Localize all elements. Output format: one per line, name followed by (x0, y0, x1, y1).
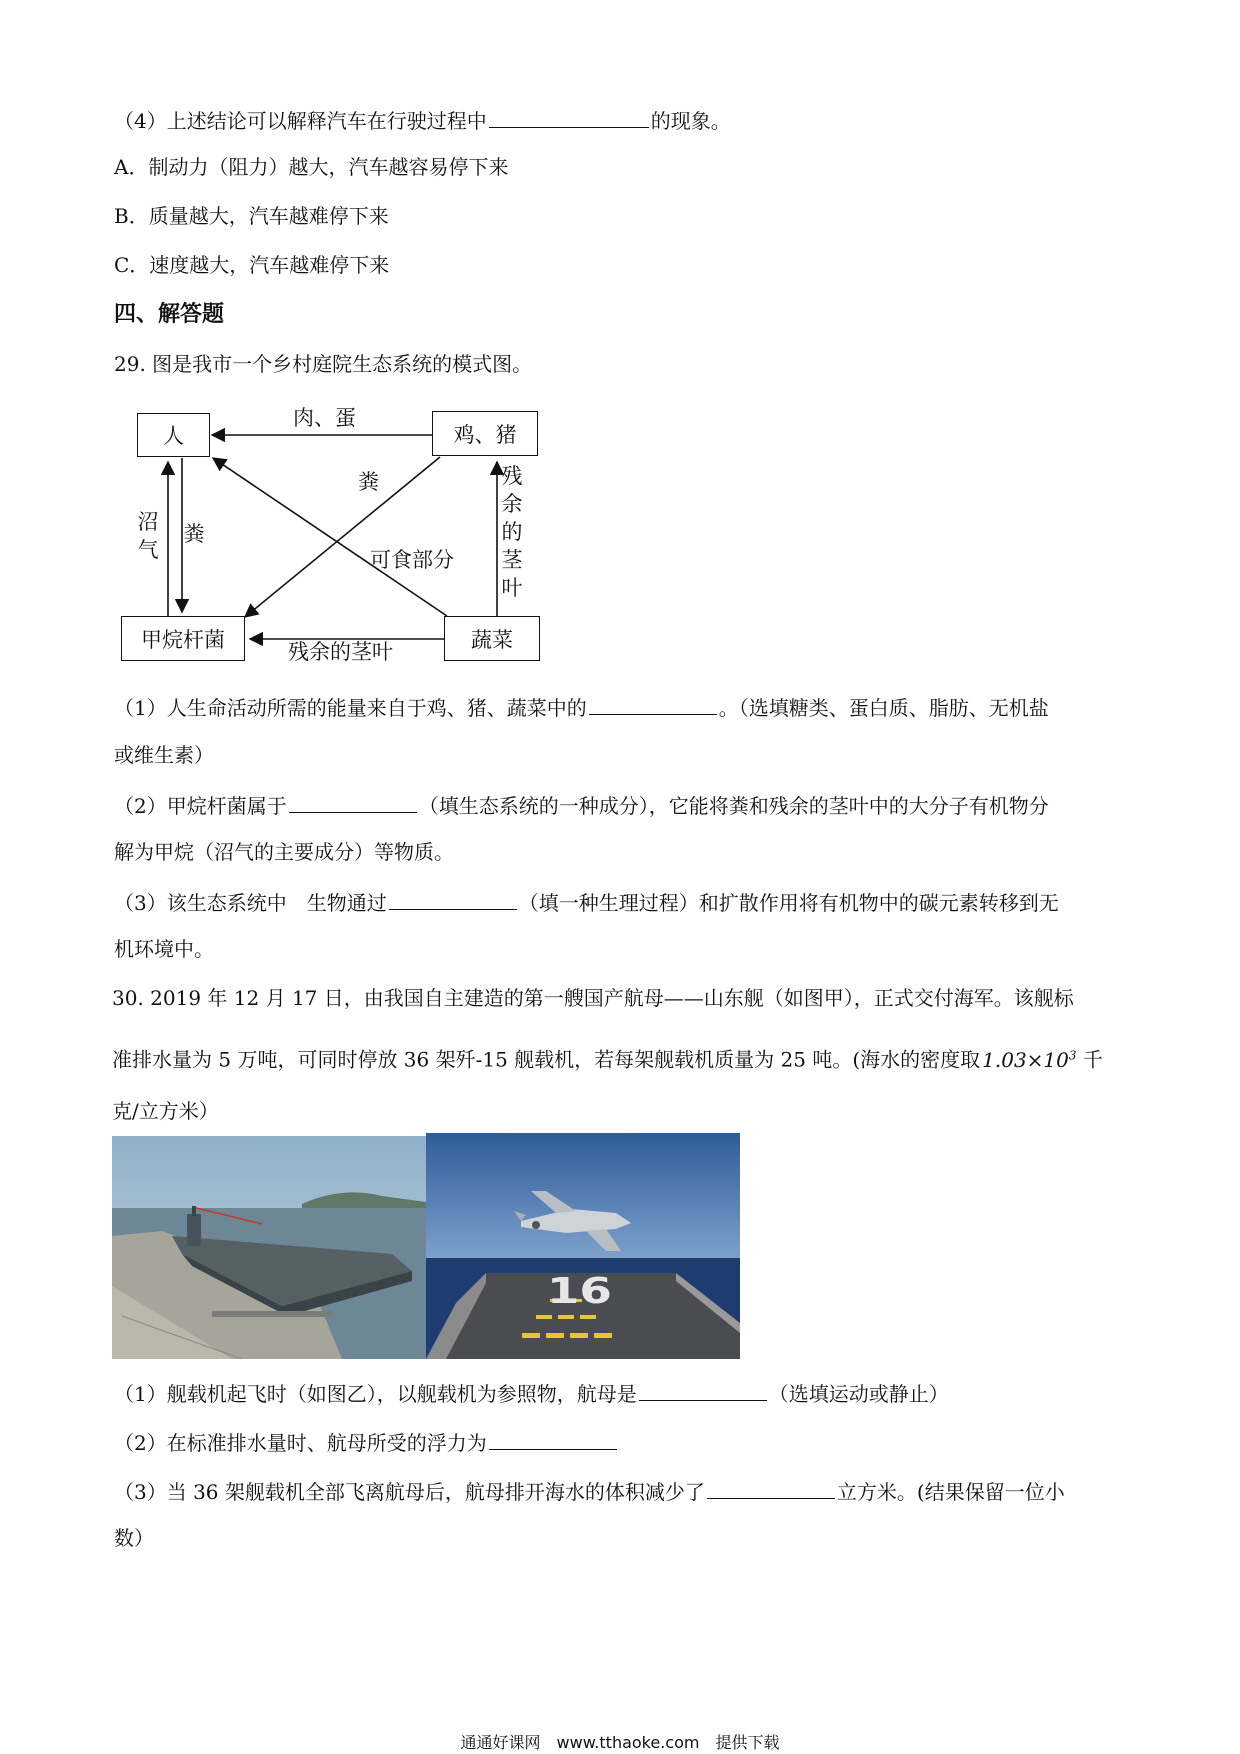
box-methane-bacteria: 甲烷杆菌 (121, 616, 245, 661)
q29-p2-blank[interactable] (289, 788, 417, 813)
q29-p1-line1 (114, 690, 1049, 723)
deck-number: 16 (546, 1269, 612, 1312)
q29-p2-line2: 解为甲烷（沼气的主要成分）等物质。 (114, 840, 454, 864)
q30-p2-blank[interactable] (489, 1425, 617, 1450)
q30-p1-blank[interactable] (639, 1376, 767, 1401)
q30-p2 (114, 1425, 619, 1458)
photo-carrier-docked (112, 1136, 426, 1359)
q29-p2-post: （填生态系统的一种成分），它能将粪和残余的茎叶中的大分子有机物分 (418, 794, 1049, 818)
box-chicken-pig: 鸡、猪 (432, 411, 538, 456)
option-a: A．制动力（阻力）越大，汽车越容易停下来 (114, 155, 509, 179)
q30-p2-pre: （2）在标准排水量时、航母所受的浮力为 (114, 1431, 487, 1455)
photo-jet-takeoff (426, 1133, 740, 1359)
q30-p3-line1 (114, 1474, 1065, 1507)
q29-p3-pre: （3）该生态系统中 生物通过 (114, 891, 387, 915)
density-value (982, 1048, 1076, 1072)
q30-p1-post: （选填运动或静止） (768, 1382, 949, 1406)
q29-p1-post: 。（选填糖类、蛋白质、脂肪、无机盐 (718, 696, 1049, 720)
q30-line3: 克/立方米） (112, 1099, 219, 1123)
q29-p1-pre: （1）人生命活动所需的能量来自于鸡、猪、蔬菜中的 (114, 696, 587, 720)
option-b: B．质量越大，汽车越难停下来 (114, 204, 389, 228)
box-person: 人 (137, 413, 210, 457)
q30-p1-pre: （1）舰载机起飞时（如图乙），以舰载机为参照物，航母是 (114, 1382, 637, 1406)
q29-p1-line2: 或维生素） (114, 743, 214, 767)
q29-p3-line1 (114, 885, 1059, 918)
arrow-chicken-to-bacteria (245, 457, 440, 617)
label-biogas: 沼气 (137, 510, 159, 562)
box-vegetables: 蔬菜 (444, 616, 540, 661)
page-footer: 通通好课网 www.tthaoke.com 提供下载 (460, 1733, 780, 1752)
option-c: C．速度越大，汽车越难停下来 (114, 253, 390, 277)
q29-p1-blank[interactable] (589, 690, 717, 715)
q30-p3-pre: （3）当 36 架舰载机全部飞离航母后，航母排开海水的体积减少了 (114, 1480, 705, 1504)
label-feces-diagonal: 粪 (358, 470, 379, 494)
q29-p2-pre: （2）甲烷杆菌属于 (114, 794, 287, 818)
label-edible-part: 可食部分 (370, 548, 454, 572)
density-base: 1.03×10 (982, 1047, 1069, 1072)
q4-pre: （4）上述结论可以解释汽车在行驶过程中 (114, 109, 487, 133)
label-meat-egg: 肉、蛋 (293, 406, 356, 430)
section-title: 四、解答题 (114, 302, 225, 327)
label-leftover-right: 残余的茎叶 (501, 464, 523, 600)
q30-p3-blank[interactable] (707, 1474, 835, 1499)
density-exp: 3 (1068, 1048, 1077, 1062)
q30-p1 (114, 1376, 949, 1409)
q29-p3-post: （填一种生理过程）和扩散作用将有机物中的碳元素转移到无 (518, 891, 1059, 915)
label-leftover-bottom: 残余的茎叶 (288, 640, 393, 664)
q29-p2-line1 (114, 788, 1049, 821)
q30-line2-pre: 准排水量为 5 万吨，可同时停放 36 架歼-15 舰载机，若每架舰载机质量为 25 吨。(海水的密度取 (112, 1047, 981, 1072)
q30-line1: 30. 2019 年 12 月 17 日，由我国自主建造的第一艘国产航母——山东舰（如图甲），正式交付海军。该舰标 (112, 986, 1074, 1010)
q29-p3-blank[interactable] (389, 885, 517, 910)
label-feces-vertical: 粪 (183, 522, 205, 546)
arrow-vegetables-to-person (213, 458, 447, 616)
q30-p3-post: 立方米。(结果保留一位小 (836, 1480, 1065, 1504)
q30-line2 (112, 1040, 1103, 1075)
q4-post: 的现象。 (650, 109, 731, 133)
q29-p3-line2: 机环境中。 (114, 937, 214, 961)
density-unit: 千 (1082, 1047, 1103, 1072)
q30-p3-line2: 数） (114, 1526, 154, 1550)
q29-intro: 29. 图是我市一个乡村庭院生态系统的模式图。 (114, 352, 533, 376)
